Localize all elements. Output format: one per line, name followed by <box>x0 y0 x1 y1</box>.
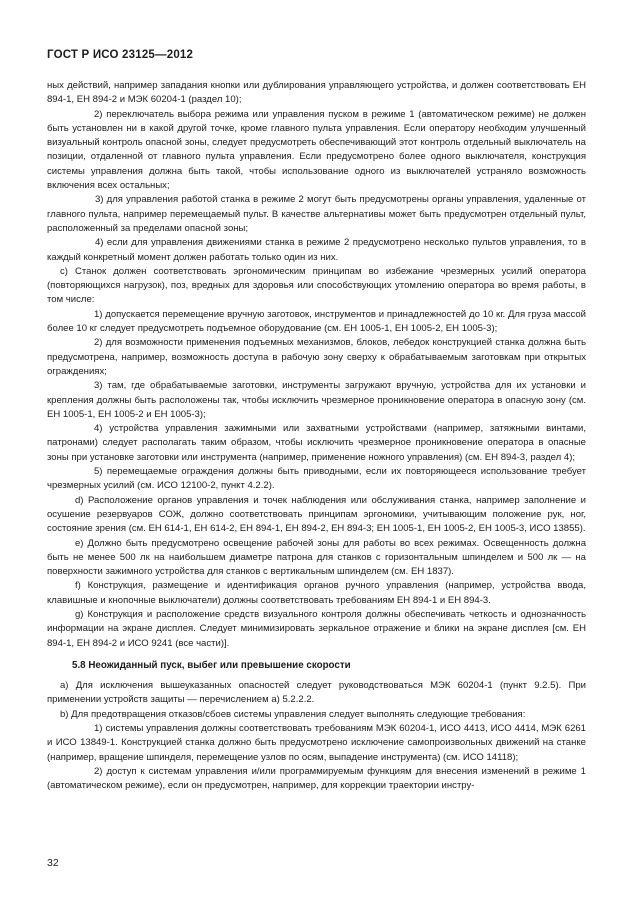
paragraph: 4) устройства управления зажимными или захватными устройствами (например, затяжными винтами, патронами) следует располагать таким образом, чтобы исключить чрезмерное проникновение оператора в опасные зоны при установке заготовки или инструмента (например, применение ножного управления) (см. ЕН 894-3, раздел 4); <box>47 423 586 463</box>
paragraph: 3) для управления работой станка в режиме 2 могут быть предусмотрены органы управления, удаленные от главного пульта, например перемещаемый пульт. В качестве альтернативы может быть предусмотрен отдельный пульт, расположенный за пределами опасной зоны; <box>47 194 586 234</box>
paragraph: g) Конструкция и расположение средств визуального контроля должны обеспечивать четкость и однозначность информации на экране дисплея. Следует минимизировать зеркальное отражение и блики на экране дисплея [см. ЕН 894-1, ЕН 894-2 и ИСО 9241 (все части)]. <box>47 608 586 649</box>
paragraph: 3) там, где обрабатываемые заготовки, инструменты загружают вручную, устройства для их установки и крепления должны быть расположены так, чтобы исключить чрезмерное проникновение оператора в опасную зону (см. ЕН 1005-1, ЕН 1005-2 и ЕН 1005-3); <box>47 380 586 420</box>
paragraph: е) Должно быть предусмотрено освещение рабочей зоны для работы во всех режимах. Освещенность должна быть не менее 500 лк на наибольшем диаметре патрона для станков с горизонтальным шпинделем и 500 лк — на поверхности зажимного устройства для станков с вертикальным шпинделем (см. ЕН 1837). <box>47 537 586 578</box>
section-heading: 5.8 Неожиданный пуск, выбег или превышение скорости <box>72 659 351 671</box>
paragraph: 2) доступ к системам управления и/или программируемым функциям для внесения изменений в режиме 1 (автоматическом режиме), если он предусмотрен, например, для коррекции траектории инстру- <box>47 765 586 792</box>
paragraph: f) Конструкция, размещение и идентификация органов ручного управления (например, устройства ввода, клавишные и кнопочные выключатели) должны соответствовать требованиям ЕН 894-1 и ЕН 894-3. <box>47 580 586 606</box>
paragraph: 5) перемещаемые ограждения должны быть приводными, если их повторяющееся использование требует чрезмерных усилий (см. ИСО 12100-2, пункт 4.2.2). <box>47 466 586 492</box>
paragraph: 1) допускается перемещение вручную заготовок, инструментов и принадлежностей до 10 кг. Для груза массой более 10 кг следует предусмотреть подъемное оборудование (см. ЕН 1005-1, ЕН 1005-2, ЕН 1005-3); <box>47 308 586 335</box>
paragraph: d) Расположение органов управления и точек наблюдения или обслуживания станка, например заполнение и осушение резервуаров СОЖ, должно соответствовать принципам эргономики, учитывающим положение рук, ног, состояние зрения (см. ЕН 614-1, ЕН 614-2, ЕН 894-1, ЕН 894-2, ЕН 894-3; ЕН 1005-1, ЕН 1005-2, ЕН 1005-3, ИСО 13855). <box>47 494 586 535</box>
paragraph: 1) системы управления должны соответствовать требованиям МЭК 60204-1, ИСО 4413, ИСО 4414, МЭК 6261 и ИСО 13849-1. Конструкцией станка должно быть предусмотрено исключение самопроизвольных движений на станке (например, вращение шпинделя, перемещение узлов по осям, выпадение инструмента) (см. ИСО 14118); <box>47 723 586 763</box>
paragraph: а) Для исключения вышеуказанных опасностей следует руководствоваться МЭК 60204-1 (пункт 9.2.5). При применении устройств защиты — перечислением а) 5.2.2.2. <box>47 680 586 706</box>
paragraph: с) Станок должен соответствовать эргономическим принципам во избежание чрезмерных усилий оператора (повторяющихся нагрузок), поз, вредных для здоровья или способствующих утомлению оператора во время работы, в том числе: <box>47 265 586 306</box>
document-header: ГОСТ Р ИСО 23125—2012 <box>47 49 194 61</box>
paragraph: ных действий, например западания кнопки или дублирования управляющего устройства, и должен соответствовать ЕН 894-1, ЕН 894-2 и МЭК 60204-1 (раздел 10); <box>47 80 586 106</box>
document-body <box>47 79 586 794</box>
paragraph: 2) для возможности применения подъемных механизмов, блоков, лебедок конструкцией станка должна быть предусмотрена, например, возможность доступа в рабочую зону сверху к обрабатываемым заготовкам при открытых ограждениях; <box>47 337 586 377</box>
paragraph: b) Для предотвращения отказов/сбоев системы управления следует выполнять следующие требования: <box>60 708 526 720</box>
page-number: 32 <box>47 857 59 869</box>
paragraph: 4) если для управления движениями станка в режиме 2 предусмотрено несколько пультов управления, то в каждый конкретный момент должен работать только один из них. <box>47 237 586 263</box>
paragraph: 2) переключатель выбора режима или управления пуском в режиме 1 (автоматическом режиме) не должен быть установлен ни в какой другой точке, кроме главного пульта управления. Если оператору необходим улучшенный визуальный контроль опасной зоны, следует предусмотреть обеспечивающий этот контроль отдельный выключатель на позиции, отдаленной от главного пульта управления. Если предусмотрено более одного выключателя, конструкция системы управления должна быть такой, чтобы использование одного из выключателей устраняло возможность включения всех остальных; <box>47 108 586 192</box>
